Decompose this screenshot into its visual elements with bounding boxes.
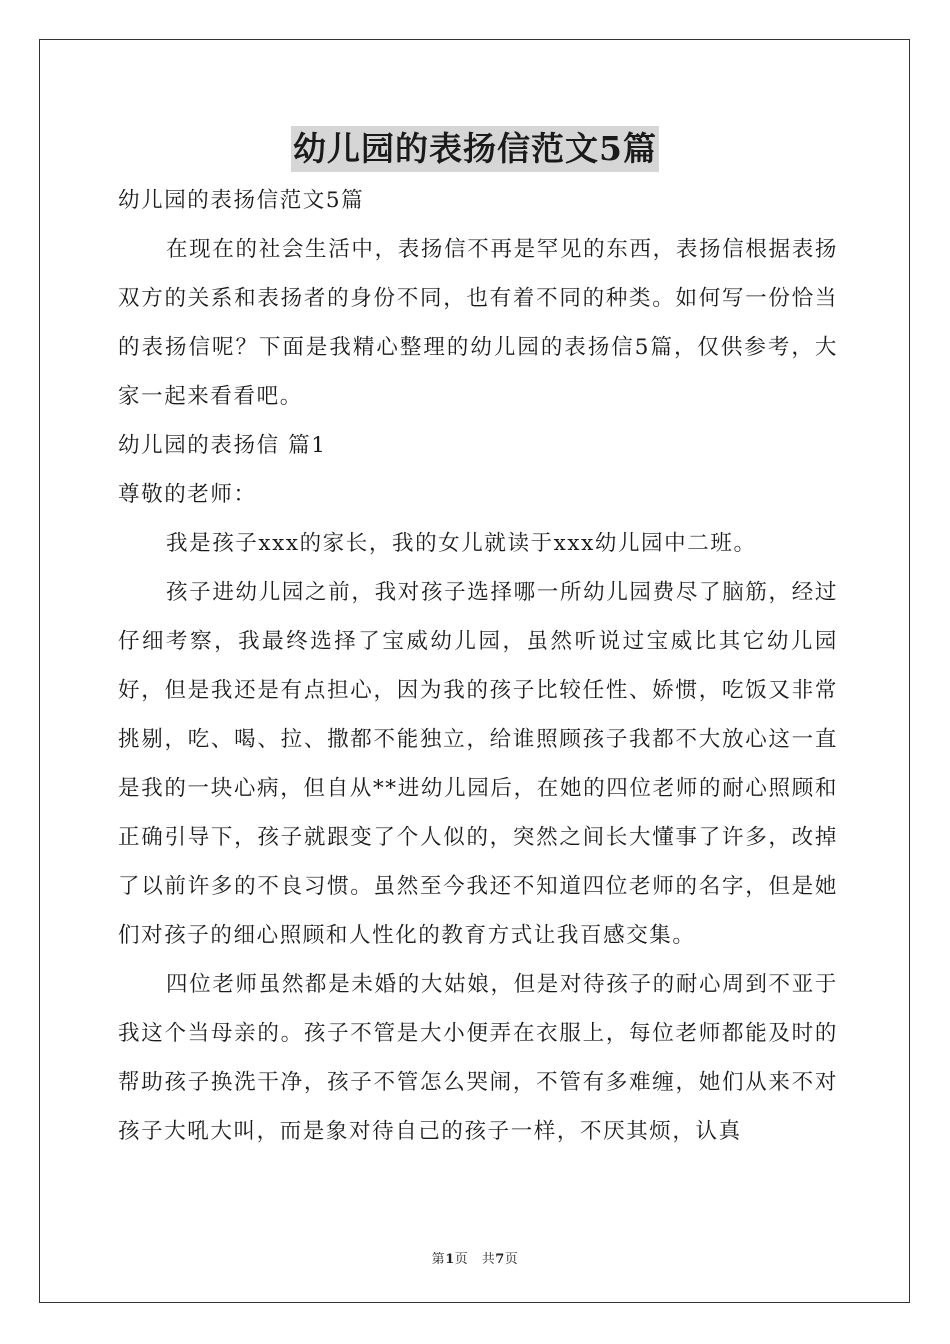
total-page-number: 7 (495, 1252, 505, 1267)
document-body (118, 176, 838, 1156)
title-wrap (0, 126, 950, 172)
document-title: 幼儿园的表扬信范文5篇 (291, 126, 659, 172)
body-paragraph: 我是孩子xxx的家长，我的女儿就读于xxx幼儿园中二班。 (166, 531, 757, 556)
intro-paragraph: 在现在的社会生活中，表扬信不再是罕见的东西，表扬信根据表扬双方的关系和表扬者的身份不同，也有着不同的种类。如何写一份恰当的表扬信呢？下面是我精心整理的幼儿园的表扬信5篇，仅供参考，大家一起来看看吧。 (118, 237, 838, 409)
footer-suffix: 页 (504, 1252, 519, 1267)
body-paragraph: 孩子进幼儿园之前，我对孩子选择哪一所幼儿园费尽了脑筋，经过仔细考察，我最终选择了宝威幼儿园，虽然听说过宝威比其它幼儿园好，但是我还是有点担心，因为我的孩子比较任性、娇惯，吃饭又非常挑剔，吃、喝、拉、撒都不能独立，给谁照顾孩子我都不大放心这一直是我的一块心病，但自从**进幼儿园后，在她的四位老师的耐心照顾和正确引导下，孩子就跟变了个人似的，突然之间长大懂事了许多，改掉了以前许多的不良习惯。虽然至今我还不知道四位老师的名字，但是她们对孩子的细心照顾和人性化的教育方式让我百感交集。 (118, 580, 838, 948)
current-page-number: 1 (445, 1252, 455, 1267)
subtitle-paragraph: 幼儿园的表扬信范文5篇 (118, 188, 365, 213)
body-paragraph: 四位老师虽然都是未婚的大姑娘，但是对待孩子的耐心周到不亚于我这个当母亲的。孩子不管是大小便弄在衣服上，每位老师都能及时的帮助孩子换洗干净，孩子不管怎么哭闹，不管有多难缠，她们从来不对孩子大吼大叫，而是象对待自己的孩子一样，不厌其烦，认真 (118, 972, 838, 1144)
page-footer (0, 1248, 950, 1267)
salutation: 尊敬的老师： (118, 482, 257, 507)
section-heading: 幼儿园的表扬信 篇1 (118, 433, 327, 458)
footer-mid: 页 共 (454, 1252, 496, 1267)
footer-prefix: 第 (431, 1252, 446, 1267)
